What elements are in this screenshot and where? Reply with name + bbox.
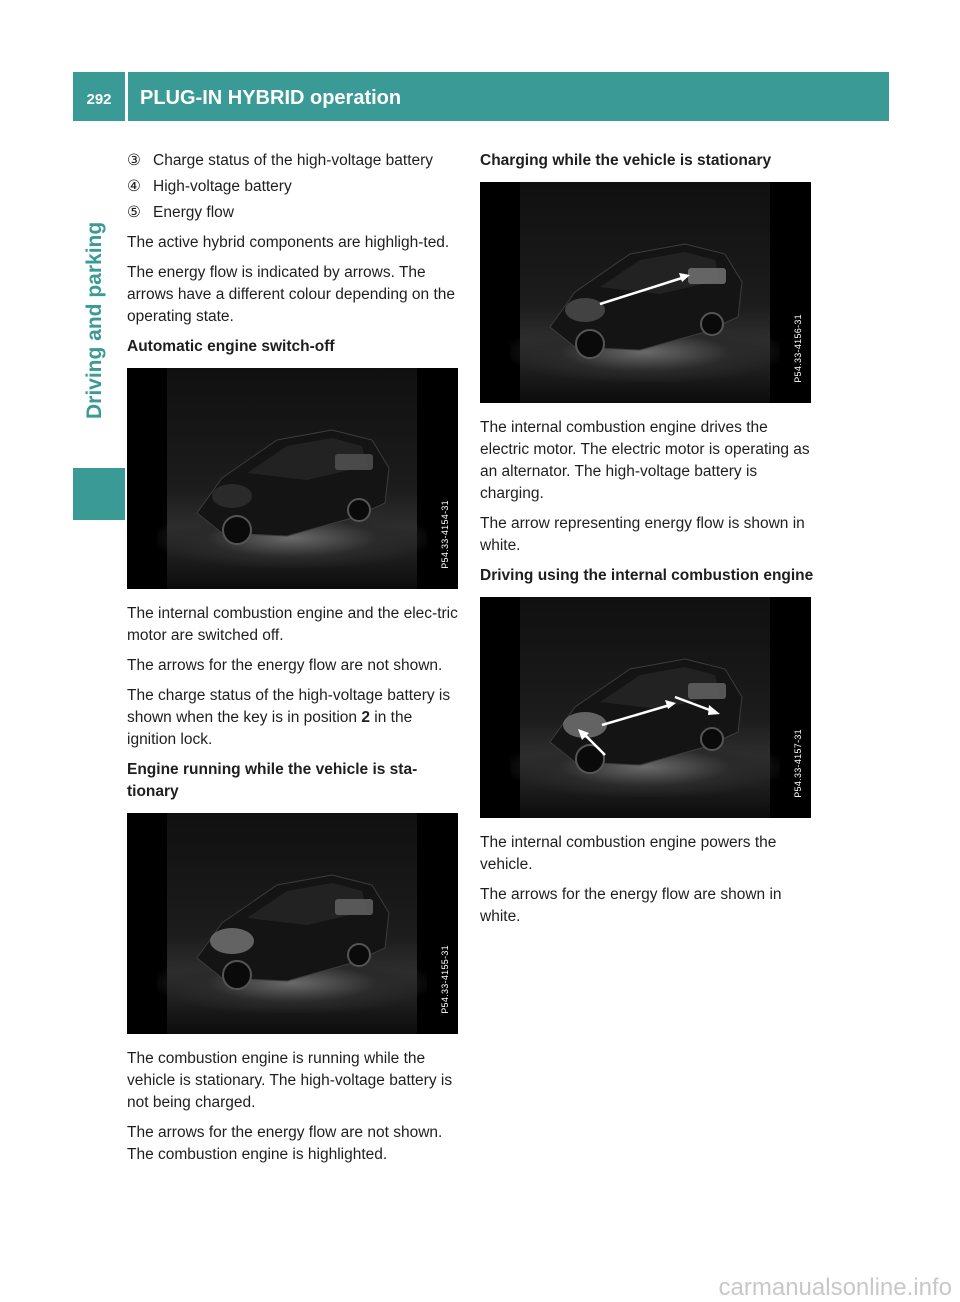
footer bbox=[0, 1268, 960, 1302]
paragraph: The internal combustion engine and the elec-tric motor are switched off. bbox=[127, 605, 458, 644]
legend-item bbox=[127, 202, 461, 224]
legend-item bbox=[127, 176, 461, 198]
figure-code: P54.33-4155-31 bbox=[440, 945, 450, 1014]
legend-item bbox=[127, 150, 461, 172]
figure-code: P54.33-4154-31 bbox=[440, 500, 450, 569]
key-position: 2 bbox=[361, 709, 370, 726]
side-tab-label: Driving and parking bbox=[83, 221, 106, 419]
legend-number: ④ bbox=[127, 178, 141, 195]
paragraph: The internal combustion engine drives the electric motor. The electric motor is operating as an alternator. The high-voltage battery is charging. bbox=[480, 419, 810, 502]
paragraph: The arrow representing energy flow is shown in white. bbox=[480, 515, 805, 554]
legend-text: High-voltage battery bbox=[153, 178, 292, 195]
figure-driving-combustion bbox=[480, 597, 811, 818]
side-tab bbox=[73, 124, 125, 524]
paragraph: The energy flow is indicated by arrows. The arrows have a different colour depending on the operating state. bbox=[127, 264, 456, 325]
subheading: Driving using the internal combustion engine bbox=[480, 567, 814, 584]
figure-engine-switch-off bbox=[127, 368, 458, 589]
paragraph: The arrows for the energy flow are not shown. The combustion engine is highlighted. bbox=[127, 1124, 443, 1163]
figure-engine-running-stationary bbox=[127, 813, 458, 1034]
paragraph: The arrows for the energy flow are not shown. bbox=[127, 657, 443, 674]
page-number: 292 bbox=[86, 91, 112, 108]
legend-text: Energy flow bbox=[153, 204, 234, 221]
paragraph: The internal combustion engine powers the vehicle. bbox=[480, 834, 777, 873]
legend-number: ③ bbox=[127, 152, 141, 169]
car-illustration bbox=[480, 597, 811, 818]
paragraph: The active hybrid components are highligh-ted. bbox=[127, 234, 450, 251]
watermark: carmanualsonline.info bbox=[718, 1274, 952, 1301]
paragraph: The arrows for the energy flow are shown in white. bbox=[480, 886, 782, 925]
car-illustration bbox=[127, 813, 458, 1034]
subheading: Automatic engine switch-off bbox=[127, 338, 335, 355]
section-title: PLUG-IN HYBRID operation bbox=[140, 87, 402, 109]
legend-text: Charge status of the high-voltage battery bbox=[153, 152, 434, 169]
subheading: Charging while the vehicle is stationary bbox=[480, 152, 772, 169]
legend-number: ⑤ bbox=[127, 204, 141, 221]
left-column bbox=[127, 150, 461, 1174]
figure-code: P54.33-4157-31 bbox=[793, 729, 803, 798]
car-illustration bbox=[127, 368, 458, 589]
figure-charging-stationary bbox=[480, 182, 811, 403]
side-tab-marker bbox=[73, 468, 125, 520]
car-illustration bbox=[480, 182, 811, 403]
subheading: Engine running while the vehicle is sta-tionary bbox=[127, 761, 418, 800]
paragraph: The charge status of the high-voltage battery is shown when the key is in position 2 in the ignition lock. bbox=[127, 687, 451, 748]
figure-code: P54.33-4156-31 bbox=[793, 314, 803, 383]
right-column bbox=[480, 150, 814, 936]
header-separator bbox=[125, 72, 128, 121]
paragraph: The combustion engine is running while the vehicle is stationary. The high-voltage battery is not being charged. bbox=[127, 1050, 453, 1111]
